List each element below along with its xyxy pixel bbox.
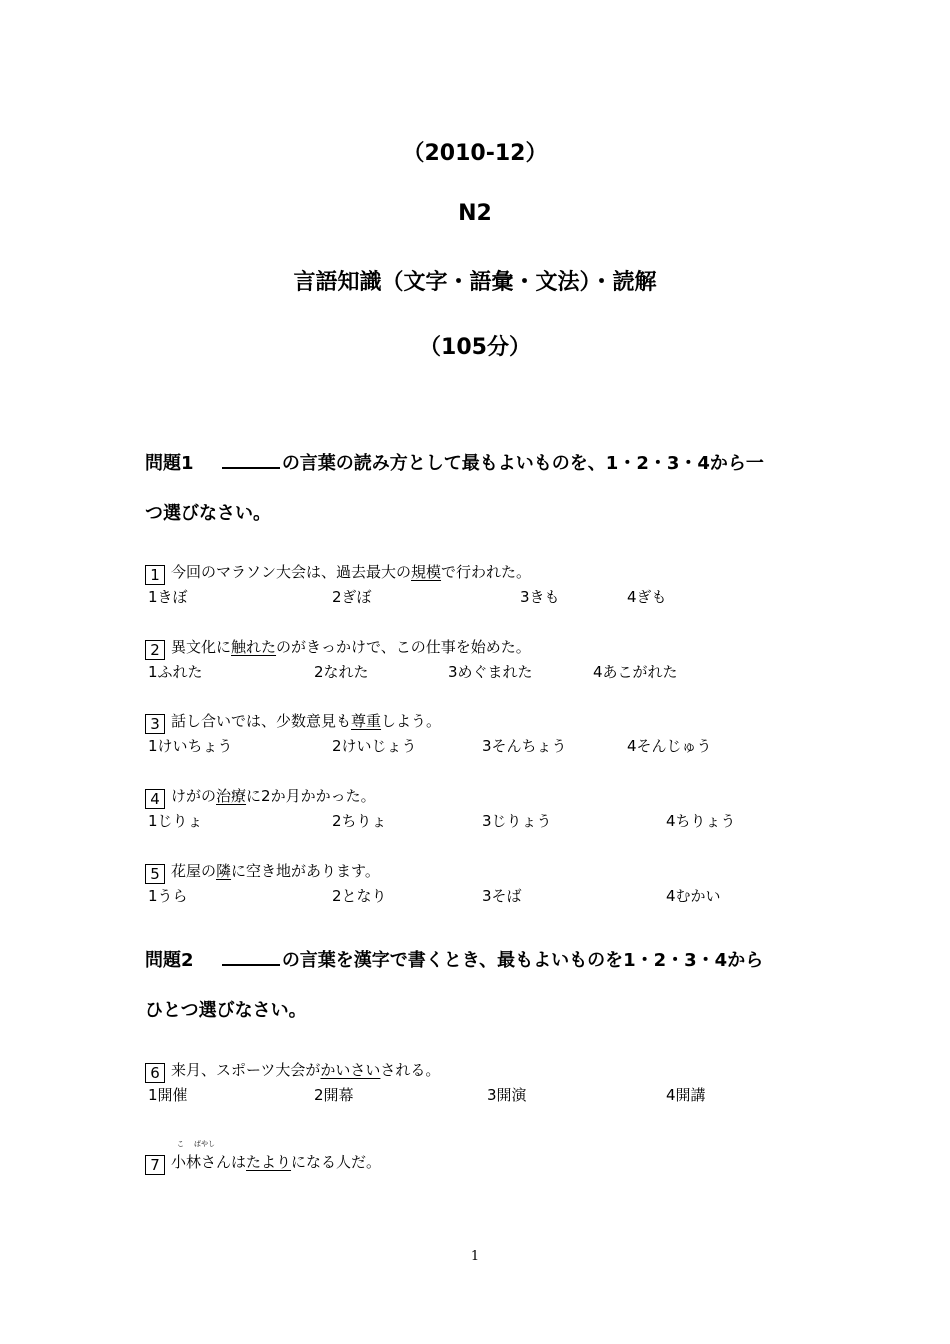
option: 1ふれた: [148, 663, 203, 681]
page-number: 1: [470, 1249, 480, 1264]
question-7: 7 小林さんはたよりになる人だ。: [145, 1151, 381, 1175]
question-number: 2: [145, 640, 165, 660]
option: 1うら: [148, 887, 188, 905]
option: 4開講: [666, 1086, 706, 1104]
option: 4むかい: [666, 887, 721, 905]
question-5: 5 花屋の隣に空き地があります。: [145, 860, 380, 884]
blank-underline: [222, 453, 280, 469]
section2-instruction-cont: ひとつ選びなさい。: [145, 1000, 307, 1021]
option: 3そば: [482, 887, 522, 905]
section2-instruction: [145, 946, 763, 972]
section1-instruction: [145, 449, 764, 475]
target-word: かいさい: [320, 1061, 381, 1079]
question-number: 7: [145, 1155, 165, 1175]
section1-instruction-cont: つ選びなさい。: [145, 503, 271, 524]
target-word: 規模: [411, 563, 442, 581]
question-number: 4: [145, 789, 165, 809]
blank-underline: [222, 950, 280, 966]
exam-time: （105分）: [419, 335, 531, 360]
target-word: 隣: [216, 862, 232, 880]
option: 4あこがれた: [593, 663, 678, 681]
furigana-ko: こ: [177, 1140, 184, 1148]
question-number: 6: [145, 1063, 165, 1083]
question-2: 2 異文化に触れたのがきっかけで、この仕事を始めた。: [145, 636, 531, 660]
option: 2ちりょ: [332, 812, 387, 830]
question-6: 6 来月、スポーツ大会がかいさいされる。: [145, 1059, 440, 1083]
option: 1開催: [148, 1086, 188, 1104]
target-word: 尊重: [351, 712, 382, 730]
option: 1きぼ: [148, 588, 188, 606]
section1-label: 問題1: [145, 453, 194, 474]
question-number: 1: [145, 565, 165, 585]
section1-text: の言葉の読み方として最もよいものを、1・2・3・4から一: [281, 453, 764, 474]
target-word: たより: [246, 1153, 292, 1171]
question-number: 5: [145, 864, 165, 884]
option: 3じりょう: [482, 812, 552, 830]
section2-label: 問題2: [145, 950, 194, 971]
option: 3そんちょう: [482, 737, 567, 755]
target-word: 治療: [216, 787, 247, 805]
question-3: 3 話し合いでは、少数意見も尊重しよう。: [145, 710, 441, 734]
option: 1けいちょう: [148, 737, 233, 755]
option: 1じりょ: [148, 812, 203, 830]
section2-text: の言葉を漢字で書くとき、最もよいものを1・2・3・4から: [281, 950, 764, 971]
option: 2ぎぼ: [332, 588, 372, 606]
question-number: 3: [145, 714, 165, 734]
option: 2開幕: [314, 1086, 354, 1104]
option: 3開演: [487, 1086, 527, 1104]
option: 2けいじょう: [332, 737, 417, 755]
option: 2となり: [332, 887, 387, 905]
option: 3めぐまれた: [448, 663, 533, 681]
exam-level: N2: [458, 201, 492, 226]
exam-subject: 言語知識（文字・語彙・文法）・読解: [293, 270, 657, 295]
option: 2なれた: [314, 663, 369, 681]
question-1: 1 今回のマラソン大会は、過去最大の規模で行われた。: [145, 561, 531, 585]
option: 4ちりょう: [666, 812, 736, 830]
exam-year: （2010-12）: [402, 141, 548, 166]
furigana-bayashi: ばやし: [194, 1140, 215, 1148]
option: 4そんじゅう: [627, 737, 712, 755]
target-word: 触れた: [231, 638, 277, 656]
question-4: 4 けがの治療に2か月かかった。: [145, 785, 376, 809]
option: 4ぎも: [627, 588, 667, 606]
option: 3きも: [520, 588, 560, 606]
